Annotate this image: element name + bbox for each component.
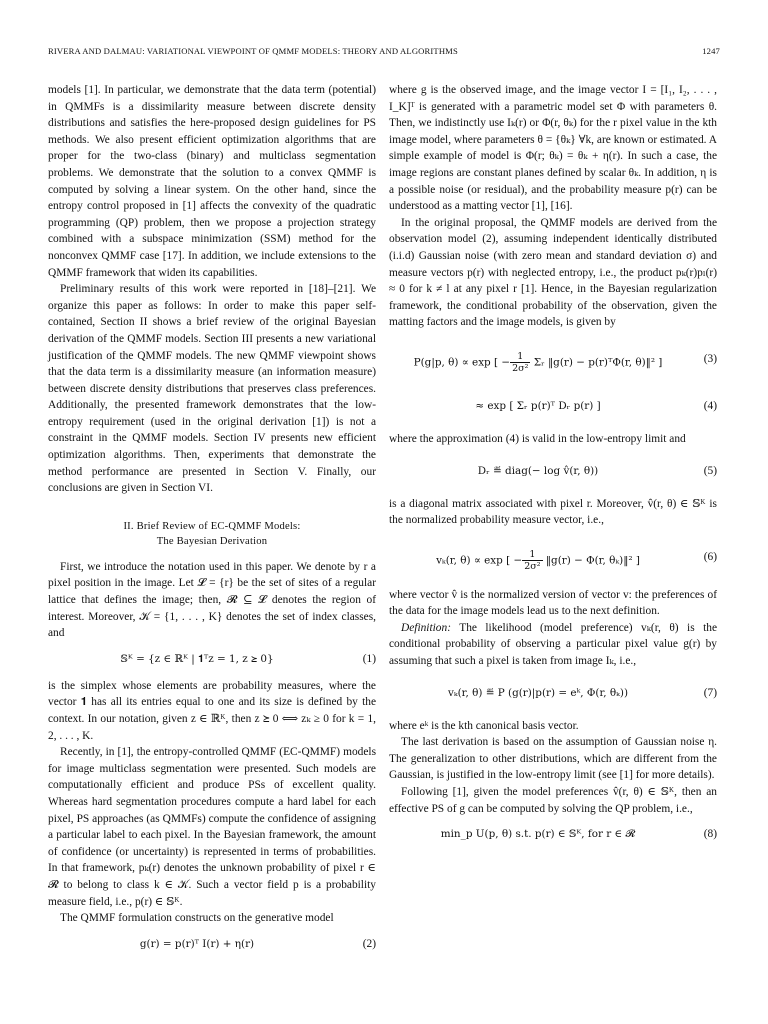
equation-number: (5) bbox=[703, 464, 717, 477]
equation-rhs: ‖g(r) − Φ(r, θₖ)‖² bbox=[545, 554, 633, 567]
equation-1 bbox=[48, 648, 376, 672]
paragraph: Following [1], given the model preferences v̂(r, θ) ∈ 𝕊ᴷ, then an effective PS of g can be computed by solving the QP problem, i.e., bbox=[389, 786, 717, 815]
equation-6 bbox=[389, 535, 717, 581]
equation-3 bbox=[389, 337, 717, 383]
paragraph: is a diagonal matrix associated with pixel r. Moreover, v̂(r, θ) ∈ 𝕊ᴷ is the normalized probability measure vector, i.e., bbox=[389, 497, 717, 527]
equation-body: P(g|p, θ) ∝ exp [ − $\frac{1}{\text{2σ²}}$ Σᵣ ‖g(r) − p(r)ᵀΦ(r, θ)‖² ] bbox=[413, 350, 663, 374]
equation-body: g(r) = p(r)ᵀ I(r) + η(r) bbox=[139, 937, 255, 950]
equation-lhs: P(g|p, θ) ∝ exp bbox=[413, 356, 491, 369]
equation-5 bbox=[389, 454, 717, 490]
equation-body: vₖ(r, θ) ∝ exp [ − $\frac{1}{\text{2σ²}}$ ‖g(r) − Φ(r, θₖ)‖² ] bbox=[436, 548, 640, 572]
running-title: RIVERA AND DALMAU: VARIATIONAL VIEWPOINT OF QMMF MODELS: THEORY AND ALGORITHMS bbox=[48, 46, 458, 56]
section-heading bbox=[48, 519, 376, 549]
equation-body: vₖ(r, θ) ≝ P (g(r)|p(r) = eᵏ, Φ(r, θₖ)) bbox=[447, 686, 629, 699]
definition-label: Definition: bbox=[401, 621, 451, 634]
fraction bbox=[510, 351, 530, 374]
equation-number: (2) bbox=[362, 937, 376, 950]
paragraph: The QMMF formulation constructs on the generative model bbox=[60, 912, 334, 925]
fraction-numerator: 1 bbox=[510, 351, 530, 363]
definition-text: The likelihood (model preference) vₖ(r, θ) is the conditional probability of observing a particular pixel value g(r) by assuming that such a pixel is taken from image Iₖ, i.e., bbox=[389, 621, 717, 668]
fraction-denominator: 2σ² bbox=[524, 560, 541, 572]
equation-8 bbox=[389, 823, 717, 847]
paragraph: In the original proposal, the QMMF models are derived from the observation model (2), assuming independent identically distributed (i.i.d) Gaussian noise (with zero mean and standard deviation σ) and measure vectors p(r) with neglected entropy, i.e., the product pₖ(r)pₗ(r) ≈ 0 for k ≠ l at any pixel r [1]. Hence, in the Bayesian regularization framework, the conditional probability of the observation, given the matting factors and the image models, is given by bbox=[389, 216, 717, 329]
equation-2 bbox=[48, 933, 376, 957]
fraction-numerator: 1 bbox=[522, 549, 542, 561]
paragraph: where vector v̂ is the normalized version of vector v: the preferences of the data for the image models lead us to the next definition. bbox=[389, 588, 717, 618]
equation-body: ≈ exp [ Σᵣ p(r)ᵀ Dᵣ p(r) ] bbox=[475, 399, 601, 412]
equation-lhs: vₖ(r, θ) ∝ exp bbox=[436, 554, 503, 567]
section-heading-line: The Bayesian Derivation bbox=[156, 535, 268, 547]
equation-body: min_p U(p, θ) s.t. p(r) ∈ 𝕊ᴷ, for r ∈ 𝓡 bbox=[440, 828, 636, 841]
fraction bbox=[522, 549, 542, 572]
equation-4 bbox=[389, 389, 717, 425]
definition-paragraph bbox=[389, 620, 717, 670]
equation-number: (4) bbox=[703, 399, 717, 412]
page-number: 1247 bbox=[702, 46, 720, 56]
left-column bbox=[48, 82, 376, 963]
paragraph: where g is the observed image, and the image vector I = [I₁, I₂, . . . , I_K]ᵀ is generated with a parametric model set Φ with parameters θ. Then, we indistinctly use Iₖ(r) or Φ(r, θₖ) for the r pixel value in the kth image model, where parameters θ = {θₖ} ∀k, are known or estimated. A simple example of model is Φ(r; θₖ) = θₖ + η(r). In such a case, the image regions are constant planes defined by scalar θₖ. In addition, η is a possible noise (or residual), and the probability measure p(r) can be understood as a matting vector [1], [16]. bbox=[389, 84, 717, 213]
paragraph: where eᵏ is the kth canonical basis vector. bbox=[389, 719, 579, 732]
equation-7 bbox=[389, 676, 717, 712]
equation-number: (6) bbox=[703, 550, 717, 563]
fraction-denominator: 2σ² bbox=[512, 362, 529, 374]
equation-number: (3) bbox=[703, 352, 717, 365]
paragraph: is the simplex whose elements are probability measures, where the vector 𝟏 has all its entries equal to one and its size is defined by the context. In our notation, given z ∈ ℝᴷ, then z ⪰ 0 ⟺ zₖ ≥ 0 for k = 1, 2, . . . , K. bbox=[48, 679, 376, 742]
paragraph: The last derivation is based on the assumption of Gaussian noise η. The generalization to other distributions, which are different from the Gaussian, is justified in the low-entropy limit (see [1] for more details). bbox=[389, 736, 717, 782]
equation-number: (1) bbox=[362, 652, 376, 665]
equation-number: (8) bbox=[703, 828, 717, 841]
equation-number: (7) bbox=[703, 686, 717, 699]
equation-body: Dᵣ ≝ diag(− log v̂(r, θ)) bbox=[477, 464, 599, 477]
right-column bbox=[389, 82, 717, 853]
paragraph: Preliminary results of this work were reported in [18]–[21]. We organize this paper as follows: In order to make this paper self-contained, Section II shows a brief review of the original Bayesian derivation of the QMMF models. Section III presents a new variational justification of the QMMF models. The new QMMF viewpoint shows that the data term is a dissimilarity measure (an information measure) between discrete density distributions that preserves class preferences. Additionally, the presented framework demonstrates that the low-entropy requirement (used in the original derivation [1]) is not a constraint in the QMMF models. Section IV presents new efficient optimization algorithms. Then, experiments that demonstrate the method performance are presented in Section V. Finally, our conclusions are given in Section VI. bbox=[48, 283, 376, 495]
paragraph: models [1]. In particular, we demonstrate that the data term (potential) in QMMFs is a dissimilarity measure between discrete density distributions and satisfies the here-proposed design guidelines for PS methods. We also present efficient optimization algorithms that are proper for the two-class (binary) and multiclass segmentation problems. We demonstrate that the solution to a convex QMMF is computed by solving a linear system. On the other hand, since the entropy control proposed in [1] affects the convexity of the quadratic programming (QP) problem, then we propose a projection strategy combined with a subspace minimization (SSM) method for the nonconvex QMMF case [17]. In addition, we include extensions to the QMMF framework that widen its capabilities. bbox=[48, 84, 376, 279]
equation-body: 𝕊ᴷ = {z ∈ ℝᴷ | 𝟏ᵀz = 1, z ⪰ 0} bbox=[120, 652, 274, 665]
paragraph: where the approximation (4) is valid in the low-entropy limit and bbox=[389, 432, 686, 445]
paragraph: First, we introduce the notation used in this paper. We denote by r a pixel position in the image. Let 𝓛 = {r} be the set of sites of a regular lattice that defines the image; then, 𝓡 ⊆ 𝓛 denotes the region of interest. Moreover, 𝒦 = {1, . . . , K} denotes the set of index classes, and bbox=[48, 560, 376, 640]
section-heading-line: II. Brief Review of EC-QMMF Models: bbox=[123, 520, 301, 532]
equation-rhs: Σᵣ ‖g(r) − p(r)ᵀΦ(r, θ)‖² bbox=[533, 356, 655, 369]
running-header bbox=[48, 46, 720, 60]
paragraph: Recently, in [1], the entropy-controlled QMMF (EC-QMMF) models for image multiclass segmentation were presented. Such models are computationally efficient and produce PSs of excellent quality. Whereas hard segmentation procedures compute a hard label for each pixel, PS approaches (as QMMFs) compute the confidence of assigning a particular label to each pixel. In the Bayesian framework, the amount of confidence (or uncertainty) is represented in terms of probabilities. In that framework, pₖ(r) denotes the unknown probability of pixel r ∈ 𝓡 to belong to class k ∈ 𝒦. Such a vector field p is a probability measure field, i.e., p(r) ∈ 𝕊ᴷ. bbox=[48, 746, 376, 908]
